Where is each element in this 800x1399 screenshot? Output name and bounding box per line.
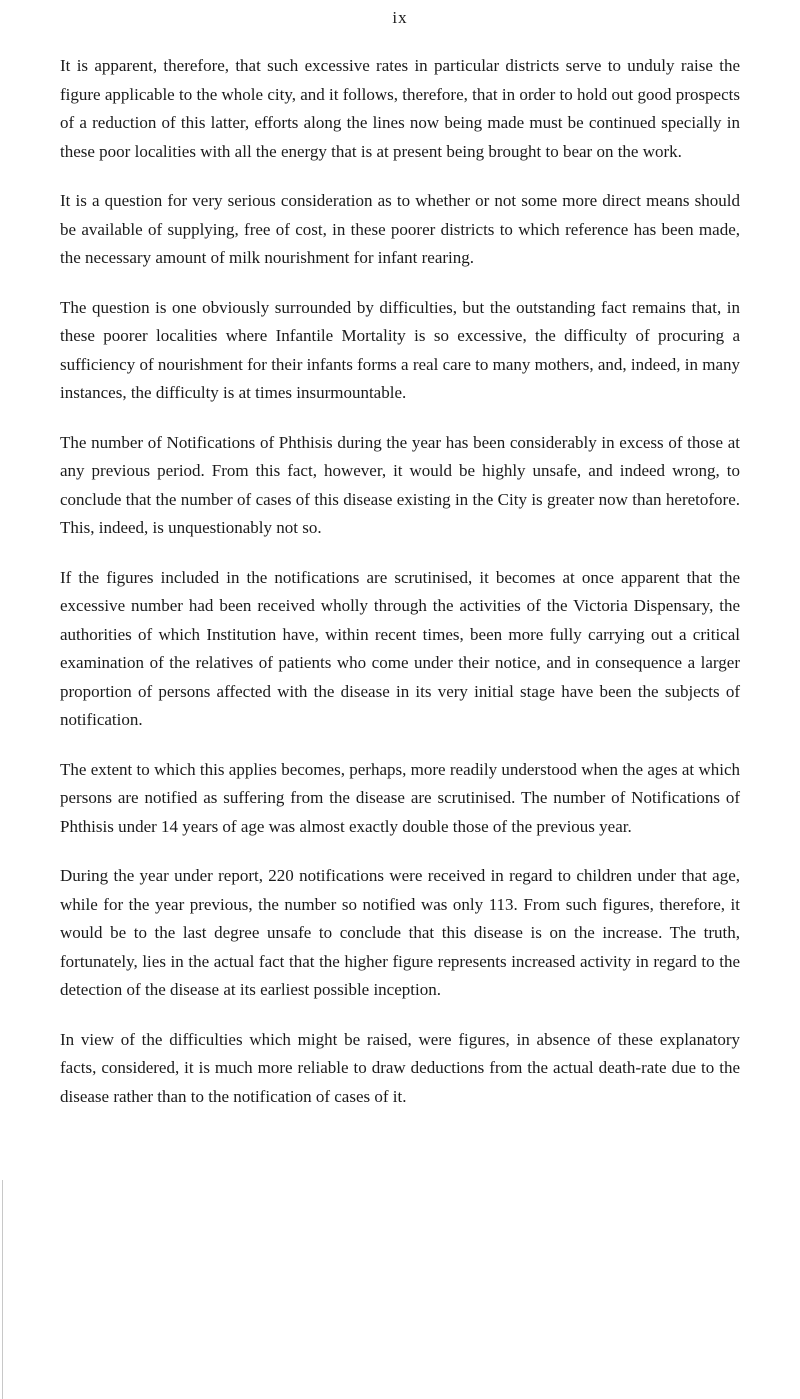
paragraph: It is a question for very serious consideration as to whether or not some more direct means should be available of supplying, free of cost, in these poorer districts to which reference has been made, the necessary amount of milk nourishment for infant rearing. xyxy=(60,191,740,267)
paragraph: It is apparent, therefore, that such excessive rates in particular districts serve to unduly raise the figure applicable to the whole city, and it follows, therefore, that in order to hold out good prospects of a reduction of this latter, efforts along the lines now being made must be continued specially in these poor localities with all the energy that is at present being brought to bear on the work. xyxy=(60,56,740,161)
paragraph: During the year under report, 220 notifications were received in regard to children under that age, while for the year previous, the number so notified was only 113. From such figures, therefore, it would be to the last degree unsafe to conclude that this disease is on the increase. The truth, fortunately, lies in the actual fact that the higher figure represents increased activity in regard to the detection of the disease at its earliest possible inception. xyxy=(60,866,740,999)
paragraph: In view of the difficulties which might be raised, were figures, in absence of these explanatory facts, considered, it is much more reliable to draw deductions from the actual death-rate due to the disease rather than to the notification of cases of it. xyxy=(60,1029,740,1106)
paragraph: The extent to which this applies becomes, perhaps, more readily understood when the ages at which persons are notified as suffering from the disease are scrutinised. The number of Notifications of Phthisis under 14 years of age was almost exactly double those of the previous year. xyxy=(60,759,740,836)
paragraph: The number of Notifications of Phthisis during the year has been considerably in excess of those at any previous period. From this fact, however, it would be highly unsafe, and indeed wrong, to conclude that the number of cases of this disease existing in the City is greater now than heretofore. This, indeed, is unquestionably not so. xyxy=(60,432,740,537)
paragraph: If the figures included in the notifications are scrutinised, it becomes at once apparent that the excessive number had been received wholly through the activities of the Victoria Dispensary, the authorities of which Institution have, within recent times, been more fully carrying out a critical examination of the relatives of patients who come under their notice, and in consequence a larger proportion of persons affected with the disease in its very initial stage have been the subjects of notification. xyxy=(60,567,740,729)
paragraph: The question is one obviously surrounded by difficulties, but the outstanding fact remains that, in these poorer localities where Infantile Mortality is so excessive, the difficulty of procuring a sufficiency of nourishment for their infants forms a real care to many mothers, and, indeed, in many instances, the difficulty is at times insurmountable. xyxy=(60,297,740,402)
page-edge-line xyxy=(2,1180,3,1399)
body-text xyxy=(60,52,740,1132)
page-number: ix xyxy=(392,8,408,27)
